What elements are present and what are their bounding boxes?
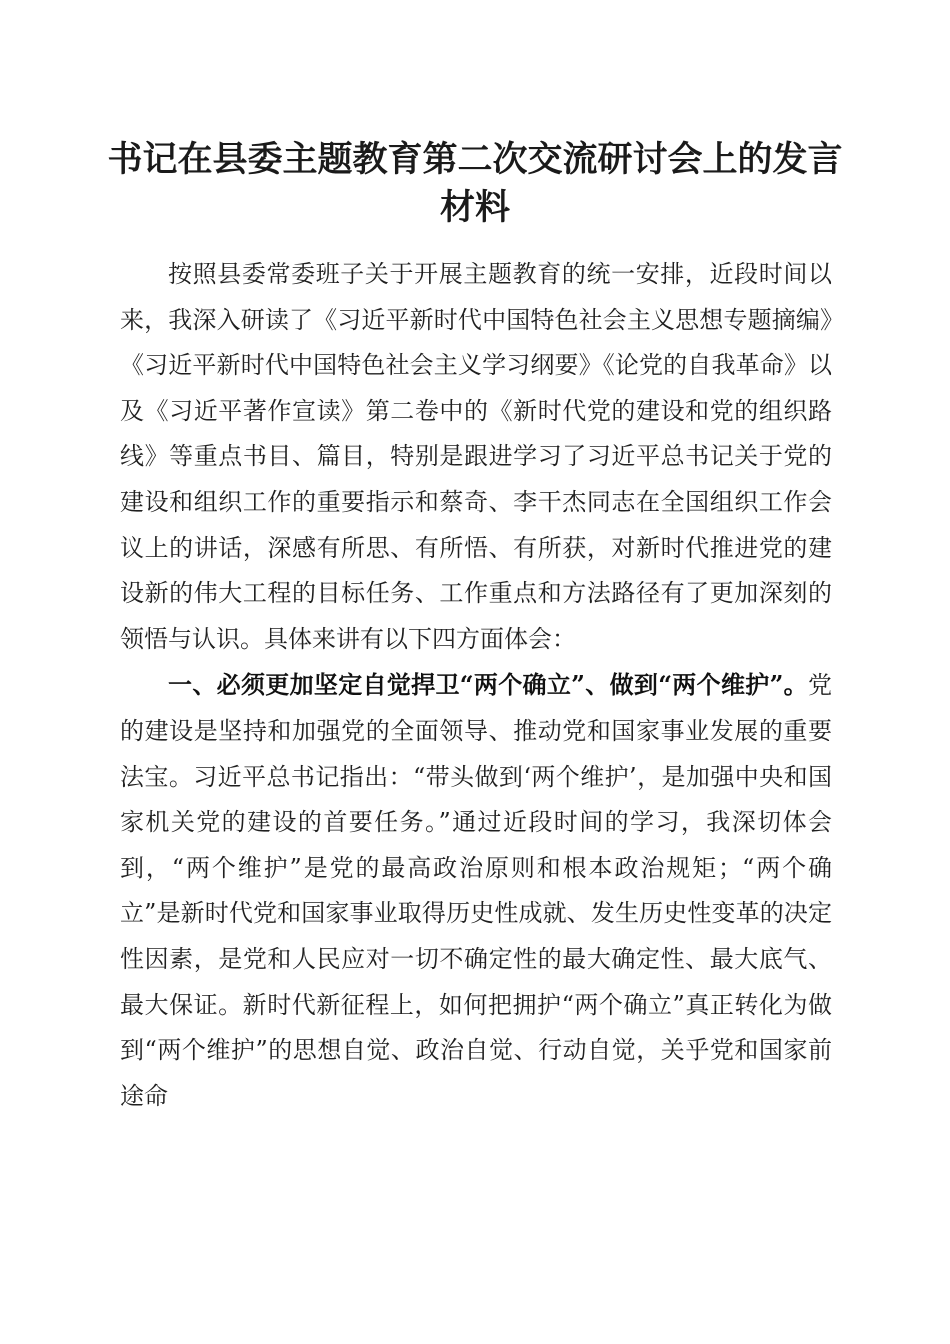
document-body <box>120 252 832 1119</box>
paragraph-section-one <box>120 662 832 1119</box>
section-one-body: 党的建设是坚持和加强党的全面领导、推动党和国家事业发展的重要法宝。习近平总书记指出：“带头做到‘两个维护’，是加强中央和国家机关党的建设的首要任务。”通过近段时间的学习，我深切体会到，“两个维护”是党的最高政治原则和根本政治规矩；“两个确立”是新时代党和国家事业取得历史性成就、发生历史性变革的决定性因素，是党和人民应对一切不确定性的最大确定性、最大底气、最大保证。新时代新征程上，如何把拥护“两个确立”真正转化为做到“两个维护”的思想自觉、政治自觉、行动自觉，关乎党和国家前途命 <box>120 671 832 1110</box>
section-heading-one: 一、必须更加坚定自觉捍卫“两个确立”、做到“两个维护”。 <box>168 670 808 700</box>
document-title: 书记在县委主题教育第二次交流研讨会上的发言材料 <box>107 139 843 228</box>
paragraph-intro: 按照县委常委班子关于开展主题教育的统一安排，近段时间以来，我深入研读了《习近平新时代中国特色社会主义思想专题摘编》《习近平新时代中国特色社会主义学习纲要》《论党的自我革命》以及《习近平著作宣读》第二卷中的《新时代党的建设和党的组织路线》等重点书目、篇目，特别是跟进学习了习近平总书记关于党的建设和组织工作的重要指示和蔡奇、李干杰同志在全国组织工作会议上的讲话，深感有所思、有所悟、有所获，对新时代推进党的建设新的伟大工程的目标任务、工作重点和方法路径有了更加深刻的领悟与认识。具体来讲有以下四方面体会： <box>120 260 832 653</box>
